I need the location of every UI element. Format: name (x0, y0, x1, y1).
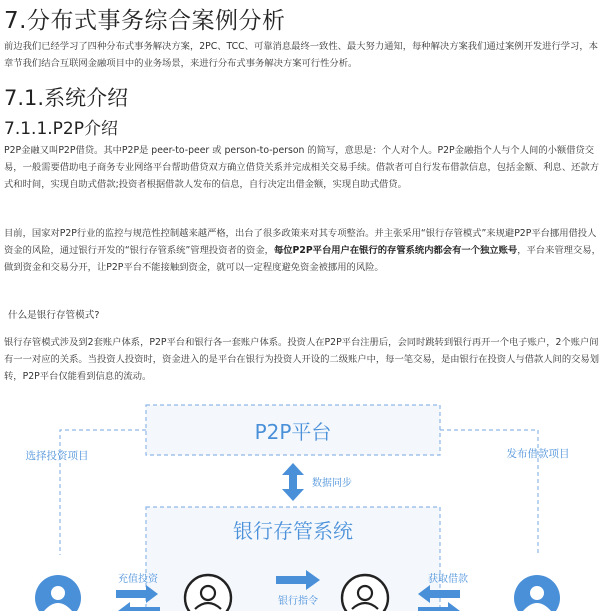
regulation-paragraph (4, 225, 604, 276)
select-invest-label: 选择投资项目 (25, 450, 89, 462)
p2p-platform-label: P2P平台 (254, 420, 332, 444)
bank-custody-paragraph: 银行存管模式涉及到2套账户体系，P2P平台和银行各一套账户体系。投资人在P2P平台注册后，会同时跳转到银行再开一个电子账户，2个账户间有一一对应的关系。当投资人投资时，资金进入的是平台在银行为投资人开设的二级账户中，每一笔交易，是由银行在投资人与借款人间的交易划转，P2P平台仅能看到信息的流动。 (4, 337, 600, 382)
recharge-invest-label: 充值投资 (118, 574, 158, 585)
borrower-icon (514, 575, 560, 611)
bank-system-label: 银行存管系统 (233, 519, 353, 543)
intro-paragraph: 前边我们已经学习了四种分布式事务解决方案，2PC、TCC、可靠消息最终一致性、最大努力通知，每种解决方案我们通过案例开发进行学习，本章节我们结合互联网金融项目中的业务场景，来进行分布式事务解决方案可行性分析。 (4, 41, 598, 69)
left-connector (60, 430, 146, 555)
p2p-intro-paragraph: P2P金融又叫P2P借贷。其中P2P是 peer-to-peer 或 person-to-person 的简写，意思是：个人对个人。P2P金融指个人与个人间的小额借贷交易，一般需要借助电子商务专业网络平台帮助借贷双方确立借贷关系并完成相关交易手续。借款者可自行发布借款信息，包括金额、利息、还款方式和时间，实现自助式借款;投资者根据借款人发布的信息，自行决定出借金额，实现自助式借贷。 (4, 145, 600, 190)
regulation-text-start: 目前，国家对P2P行业的监控与规范性控制越来越严格，出台了很多政策来对其专项整治。并主张采用“银行存管模式”来规避P2P平台挪用借投人资金的风险，通过银行开发的“银行存管系统”管理投资者的资金， (4, 228, 597, 256)
get-loan-label: 获取借款 (428, 574, 468, 585)
publish-loan-label: 发布借款项目 (506, 448, 570, 460)
bank-command-label: 银行指令 (278, 596, 318, 607)
regulation-bold-text: 每位P2P平台用户在银行的存管系统内都会有一个独立账号 (273, 245, 518, 256)
regulation-text-end: ，平台来管理交易，做到资金和交易分开，让P2P平台不能接触到资金，就可以一定程度避免资金被挪用的风险。 (4, 245, 601, 273)
investor-icon (35, 575, 81, 611)
section-heading: 7.1.系统介绍 (4, 86, 129, 110)
page-title: 7.分布式事务综合案例分析 (4, 8, 286, 34)
sync-arrow (282, 463, 304, 501)
question-heading: 什么是银行存管模式? (8, 310, 100, 321)
custody-diagram (0, 395, 616, 611)
investor-bank-account-icon (185, 575, 231, 611)
subsection-heading: 7.1.1.P2P介绍 (4, 119, 118, 139)
data-sync-label: 数据同步 (312, 478, 352, 489)
borrower-bank-account-icon (342, 575, 388, 611)
